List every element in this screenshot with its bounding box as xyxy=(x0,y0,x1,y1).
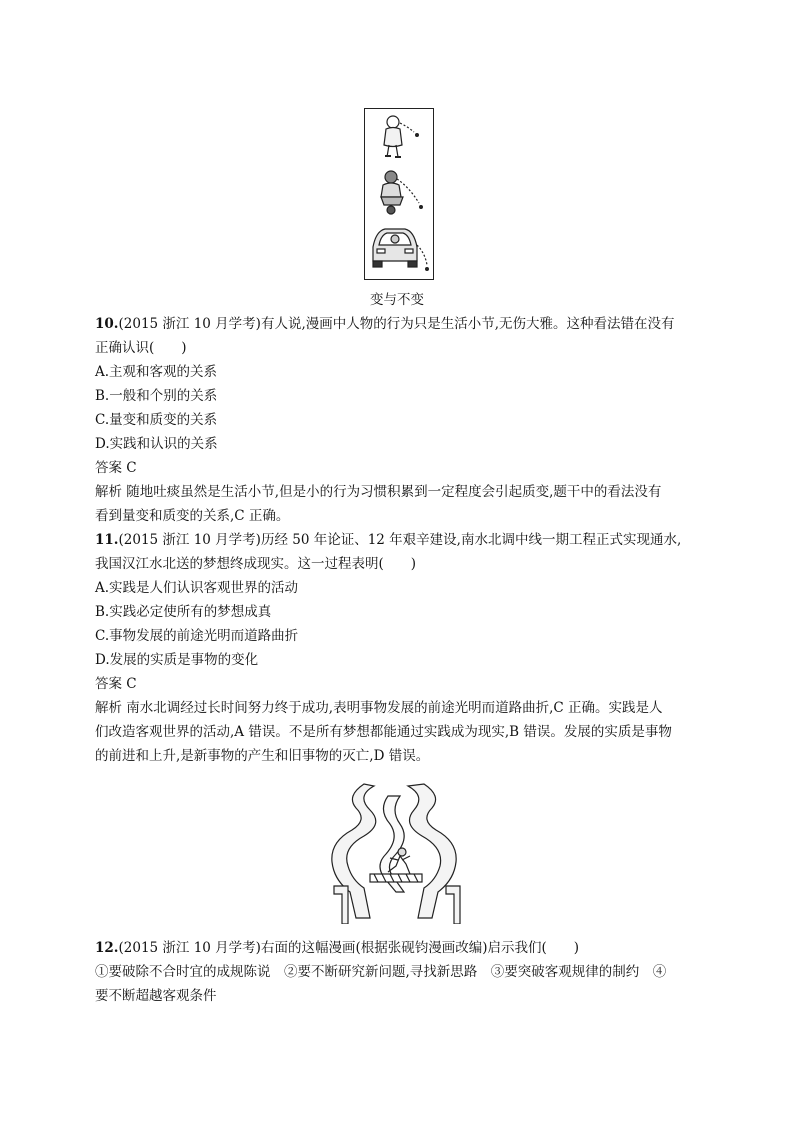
figure-caption: 变与不变 xyxy=(370,292,424,308)
q12-options-line1: ①要破除不合时宜的成规陈说 ②要不断研究新问题,寻找新思路 ③要突破客观规律的制约 ④ xyxy=(95,964,667,980)
cartoon-winding-roads xyxy=(330,782,464,924)
q11-option-a: A.实践是人们认识客观世界的活动 xyxy=(95,580,299,596)
q11-number: 11. xyxy=(95,532,119,548)
q10-option-a: A.主观和客观的关系 xyxy=(95,364,218,380)
q10-stem-text: (2015 浙江 10 月学考)有人说,漫画中人物的行为只是生活小节,无伤大雅。这种看法错在没有 xyxy=(118,316,675,332)
q11-stem-line2: 我国汉江水北送的梦想终成现实。这一过程表明( ) xyxy=(95,556,417,572)
q10-answer: 答案 C xyxy=(95,460,137,476)
q10-option-c: C.量变和质变的关系 xyxy=(95,412,218,428)
motorcycle-rider-figure xyxy=(381,171,422,214)
q12-stem-line1 xyxy=(95,938,579,958)
q11-stem-text: (2015 浙江 10 月学考)历经 50 年论证、12 年艰辛建设,南水北调中线一期工程正式实现通水, xyxy=(118,532,682,548)
walking-person-figure xyxy=(384,116,418,157)
cartoon-change-and-unchanged xyxy=(364,108,434,280)
q11-stem-line1 xyxy=(95,530,681,550)
q11-option-b: B.实践必定使所有的梦想成真 xyxy=(95,604,272,620)
q10-number: 10. xyxy=(95,316,119,332)
q11-option-c: C.事物发展的前途光明而道路曲折 xyxy=(95,628,299,644)
q12-number: 12. xyxy=(95,940,119,956)
q10-analysis-line2: 看到量变和质变的关系,C 正确。 xyxy=(95,508,290,524)
q11-option-d: D.发展的实质是事物的变化 xyxy=(95,652,259,668)
q10-option-d: D.实践和认识的关系 xyxy=(95,436,218,452)
q12-stem-text: (2015 浙江 10 月学考)右面的这幅漫画(根据张砚钧漫画改编)启示我们( ) xyxy=(118,940,580,956)
q11-answer: 答案 C xyxy=(95,676,137,692)
q11-analysis-line1: 解析 南水北调经过长时间努力终于成功,表明事物发展的前途光明而道路曲折,C 正确。实践是人 xyxy=(95,700,663,716)
q11-analysis-line2: 们改造客观世界的活动,A 错误。不是所有梦想都能通过实践成为现实,B 错误。发展的实质是事物 xyxy=(95,724,672,740)
q12-options-line2: 要不断超越客观条件 xyxy=(95,988,217,1004)
q10-stem-line2: 正确认识( ) xyxy=(95,340,187,356)
car-driver-figure xyxy=(373,229,428,270)
q10-analysis-line1: 解析 随地吐痰虽然是生活小节,但是小的行为习惯积累到一定程度会引起质变,题干中的看法没有 xyxy=(95,484,662,500)
winding-roads-illustration xyxy=(330,782,464,924)
cartoon-illustration xyxy=(365,109,433,279)
q10-stem-line1 xyxy=(95,314,675,334)
q10-option-b: B.一般和个别的关系 xyxy=(95,388,218,404)
q11-analysis-line3: 的前进和上升,是新事物的产生和旧事物的灭亡,D 错误。 xyxy=(95,748,430,764)
